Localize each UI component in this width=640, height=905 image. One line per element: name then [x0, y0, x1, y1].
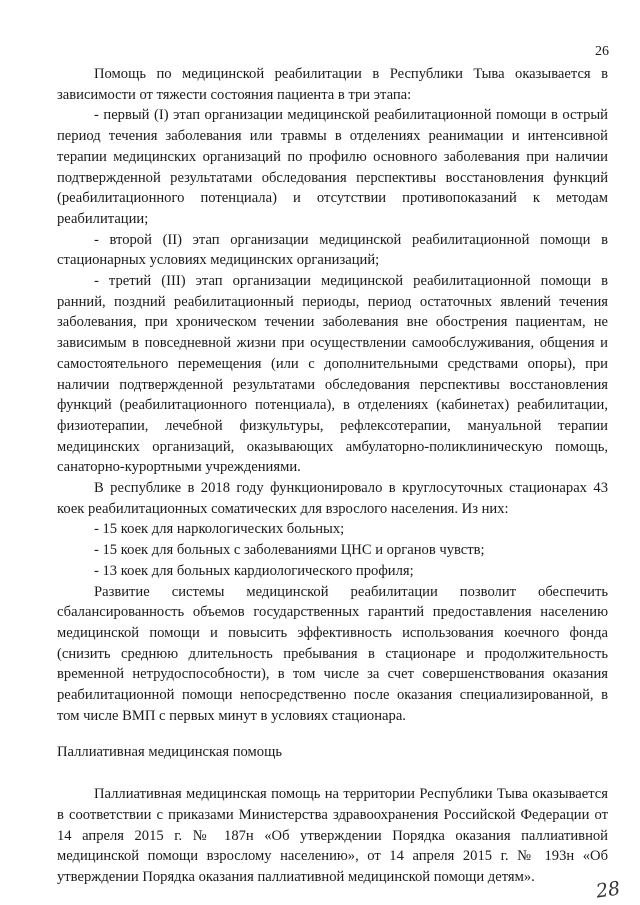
list-item-beds-cns: - 15 коек для больных с заболеваниями ЦНС и органов чувств;: [94, 542, 485, 559]
paragraph-palliative: Паллиативная медицинская помощь на территории Республики Тыва оказывается в соответствии с приказами Министерства здравоохранения Российской Федерации от 14 апреля 2015 г. № 187н «Об утверждении Порядка оказания паллиативной медицинской помощи взрослому населению», от 14 апреля 2015 г. № 193н «Об утверждении Порядка оказания паллиативной медицинской помощи детям».: [57, 786, 608, 886]
paragraph-intro: Помощь по медицинской реабилитации в Республики Тыва оказывается в зависимости от тяжести состояния пациента в три этапа:: [57, 66, 608, 103]
list-item-stage-1: - первый (I) этап организации медицинской реабилитационной помощи в острый период течения заболевания или травмы в отделениях реанимации и интенсивной терапии медицинских организаций по профилю основного заболевания при наличии подтвержденной результатами обследования перспективы восстановления функций (реабилитационного потенциала) и отсутствии противопоказаний к методам реабилитации;: [57, 107, 608, 227]
paragraph-development: Развитие системы медицинской реабилитации позволит обеспечить сбалансированность объемов государственных гарантий предоставления населению медицинской помощи и повысить эффективность использования коечного фонда (снизить среднюю длительность пребывания в стационаре и продолжительность временной нетрудоспособности), в том числе за счет совершенствования оказания реабилитационной помощи непосредственно после оказания специализированной, в том числе ВМП с первых минут в условиях стационара.: [57, 583, 608, 724]
section-heading: Паллиативная медицинская помощь: [57, 743, 282, 760]
document-body: [57, 64, 608, 888]
paragraph-beds: В республике в 2018 году функционировало в круглосуточных стационарах 43 коек реабилитационных соматических для взрослого населения. Из них:: [57, 480, 608, 517]
list-item-beds-cardiology: - 13 коек для больных кардиологического профиля;: [94, 562, 414, 579]
list-item-stage-3: - третий (III) этап организации медицинской реабилитационной помощи в ранний, поздний реабилитационный периоды, период остаточных явлений течения заболевания, при хроническом течении заболевания вне обострения пациентам, не зависимым в повседневной жизни при осуществлении самообслуживания, общения и самостоятельного перемещения (или с дополнительными средствами опоры), при наличии подтвержденной результатами обследования перспективы восстановления функций (реабилитационного потенциала), в отделениях (кабинетах) реабилитации, физиотерапии, лечебной физкультуры, рефлексотерапии, мануальной терапии медицинских организаций, оказывающих амбулаторно-поликлиническую помощь, санаторно-курортными учреждениями.: [57, 273, 608, 476]
page-number: 26: [595, 44, 609, 59]
list-item-beds-narcology: - 15 коек для наркологических больных;: [94, 521, 345, 538]
list-item-stage-2: - второй (II) этап организации медицинской реабилитационной помощи в стационарных условиях медицинских организаций;: [57, 231, 608, 269]
handwritten-page-number: 28: [594, 877, 622, 903]
